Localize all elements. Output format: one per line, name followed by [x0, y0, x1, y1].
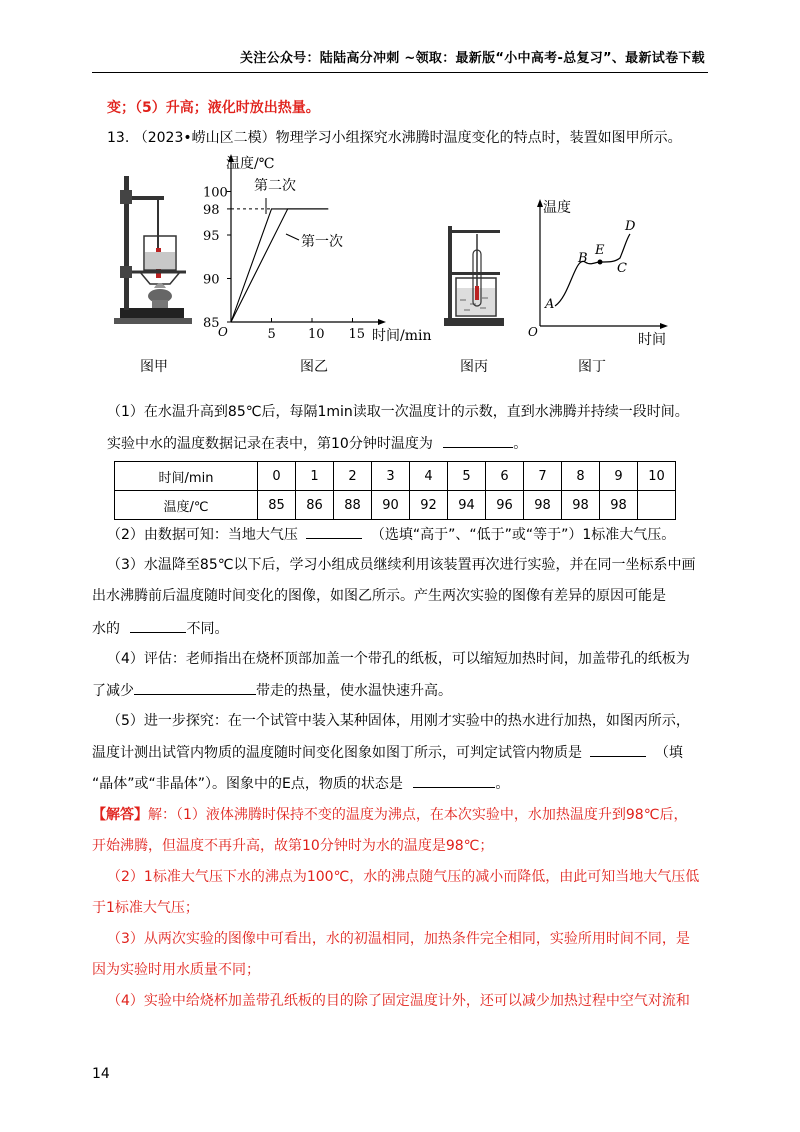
q5-text-a: 温度计测出试管内物质的温度随时间变化图象如图丁所示，可判定试管内物质是	[92, 745, 582, 761]
answer-line7: （4）实验中给烧杯加盖带孔纸板的目的除了固定温度计外，还可以减少加热过程中空气对流和	[107, 993, 690, 1009]
temp-cell: 90	[372, 491, 410, 520]
ding-origin: O	[528, 325, 538, 339]
time-cell: 6	[486, 462, 524, 491]
temp-cell: 86	[296, 491, 334, 520]
ding-label-d: D	[625, 219, 636, 234]
time-cell: 4	[410, 462, 448, 491]
table-head-time: 时间/min	[115, 462, 258, 491]
yi-xtick-label: 15	[348, 327, 366, 342]
yi-first-label: 第一次	[301, 234, 343, 250]
table-row-temp	[115, 491, 676, 520]
q4-blank[interactable]	[134, 680, 256, 695]
time-cell: 9	[600, 462, 638, 491]
q4-text-b: 带走的热量，使水温快速升高。	[256, 683, 452, 699]
table-row-time	[115, 462, 676, 491]
q3-line2: 出水沸腾前后温度随时间变化的图像，如图乙所示。产生两次实验的图像有差异的原因可能是	[92, 588, 666, 604]
q1-line2-end: 。	[513, 436, 528, 452]
time-cell: 3	[372, 462, 410, 491]
figure-ding-chart	[525, 196, 675, 346]
ding-point-e	[598, 260, 603, 265]
figure-yi-label: 图乙	[300, 359, 328, 375]
q5-text-b: （填	[654, 745, 683, 761]
q4-text-a: 了减少	[92, 683, 134, 699]
yi-ytick-label: 98	[203, 202, 220, 218]
yi-ytick-label: 85	[203, 316, 220, 331]
figure-yi-chart	[196, 150, 436, 345]
time-cell: 10	[638, 462, 676, 491]
answer-line5: （3）从两次实验的图像中可看出，水的初温相同，加热条件完全相同，实验所用时间不同，是	[107, 931, 690, 947]
ding-label-e: E	[595, 243, 605, 258]
yi-second-label: 第二次	[254, 178, 296, 194]
temp-cell: 98	[524, 491, 562, 520]
q1-line2	[107, 433, 527, 454]
answer-line4: 于1标准大气压；	[92, 900, 199, 916]
temp-cell: 85	[258, 491, 296, 520]
ding-xlabel: 时间	[638, 332, 666, 346]
question-intro	[107, 128, 682, 148]
yi-first-leader	[286, 234, 299, 240]
q5-blank-1[interactable]	[590, 742, 646, 757]
prev-answer: 变；（5）升高；液化时放出热量。	[107, 100, 320, 116]
yi-xlabel: 时间/min	[372, 328, 432, 344]
q5-text-d: 。	[495, 776, 510, 792]
ding-label-a: A	[545, 297, 555, 312]
yi-xtick-label: 10	[308, 327, 325, 342]
temp-cell: 88	[334, 491, 372, 520]
q1-line2-text: 实验中水的温度数据记录在表中，第10分钟时温度为	[107, 436, 433, 452]
q5-line2	[92, 742, 683, 763]
figure-bing-label: 图丙	[460, 359, 488, 375]
q3-line1: （3）水温降至85℃以下后，学习小组成员继续利用该装置再次进行实验，并在同一坐标系中画	[107, 557, 696, 573]
time-cell: 0	[258, 462, 296, 491]
q2-text-a: （2）由数据可知：当地大气压	[107, 527, 298, 543]
temp-cell: 96	[486, 491, 524, 520]
header-divider	[92, 72, 708, 73]
figure-ding-label: 图丁	[578, 359, 606, 375]
answer-line2: 开始沸腾，但温度不再升高，故第10分钟时为水的温度是98℃；	[92, 838, 494, 854]
ding-label-c: C	[617, 261, 627, 276]
temp-cell-blank[interactable]	[638, 491, 676, 520]
temp-cell: 94	[448, 491, 486, 520]
ding-label-b: B	[578, 251, 588, 266]
time-cell: 7	[524, 462, 562, 491]
page-number: 14	[92, 1066, 110, 1082]
table-head-temp: 温度/℃	[115, 491, 258, 520]
yi-origin: O	[218, 325, 228, 339]
q3-text-b: 不同。	[186, 621, 229, 637]
q4-line2	[92, 680, 452, 701]
yi-ytick-label: 100	[203, 185, 228, 201]
q4-line1: （4）评估：老师指出在烧杯顶部加盖一个带孔的纸板，可以缩短加热时间，加盖带孔的纸板为	[107, 651, 690, 667]
temp-cell: 98	[562, 491, 600, 520]
figure-bing-apparatus	[440, 220, 510, 330]
yi-ytick-label: 90	[203, 272, 220, 288]
q2-line	[107, 524, 675, 545]
ding-ylabel: 温度	[543, 200, 571, 216]
q5-blank-2[interactable]	[413, 773, 495, 788]
time-cell: 2	[334, 462, 372, 491]
q3-blank[interactable]	[130, 618, 186, 633]
temp-cell: 92	[410, 491, 448, 520]
q5-line3	[92, 773, 509, 794]
answer-line6: 因为实验时用水质量不同；	[92, 962, 260, 978]
yi-ytick-label: 95	[203, 229, 220, 244]
time-cell: 8	[562, 462, 600, 491]
figure-jia-label: 图甲	[140, 359, 168, 375]
q2-blank[interactable]	[306, 524, 362, 539]
data-table	[114, 461, 676, 520]
answer-1a: 解：（1）液体沸腾时保持不变的温度为沸点，在本次实验中，水加热温度升到98℃后，	[148, 807, 688, 823]
question-intro-text: （2023•崂山区二模）物理学习小组探究水沸腾时温度变化的特点时，装置如图甲所示。	[133, 130, 682, 146]
q5-line1: （5）进一步探究：在一个试管中装入某种固体，用刚才实验中的热水进行加热，如图丙所示，	[107, 713, 690, 729]
answer-line3: （2）1标准大气压下水的沸点为100℃，水的沸点随气压的减小而降低，由此可知当地大气压低	[107, 869, 700, 885]
page-header: 关注公众号：陆陆高分冲刺 ~领取：最新版“小中高考-总复习”、最新试卷下载	[239, 51, 705, 66]
q3-line3	[92, 618, 228, 639]
answer-tag: 【解答】	[92, 807, 148, 823]
yi-xtick-label: 5	[267, 327, 276, 342]
q3-text-a: 水的	[92, 621, 120, 637]
question-number: 13.	[107, 130, 130, 146]
time-cell: 1	[296, 462, 334, 491]
figure-jia-apparatus	[110, 168, 195, 328]
time-cell: 5	[448, 462, 486, 491]
q1-blank[interactable]	[443, 433, 513, 448]
yi-first-curve	[231, 209, 328, 322]
q2-text-b: （选填“高于”、“低于”或“等于”）1标准大气压。	[370, 527, 676, 543]
answer-line1	[92, 805, 687, 825]
yi-ylabel: 温度/℃	[226, 156, 275, 172]
q5-text-c: “晶体”或“非晶体”）。图象中的E点，物质的状态是	[92, 776, 403, 792]
temp-cell: 98	[600, 491, 638, 520]
q1-line1: （1）在水温升高到85℃后，每隔1min读取一次温度计的示数，直到水沸腾并持续一段时间。	[107, 404, 689, 420]
